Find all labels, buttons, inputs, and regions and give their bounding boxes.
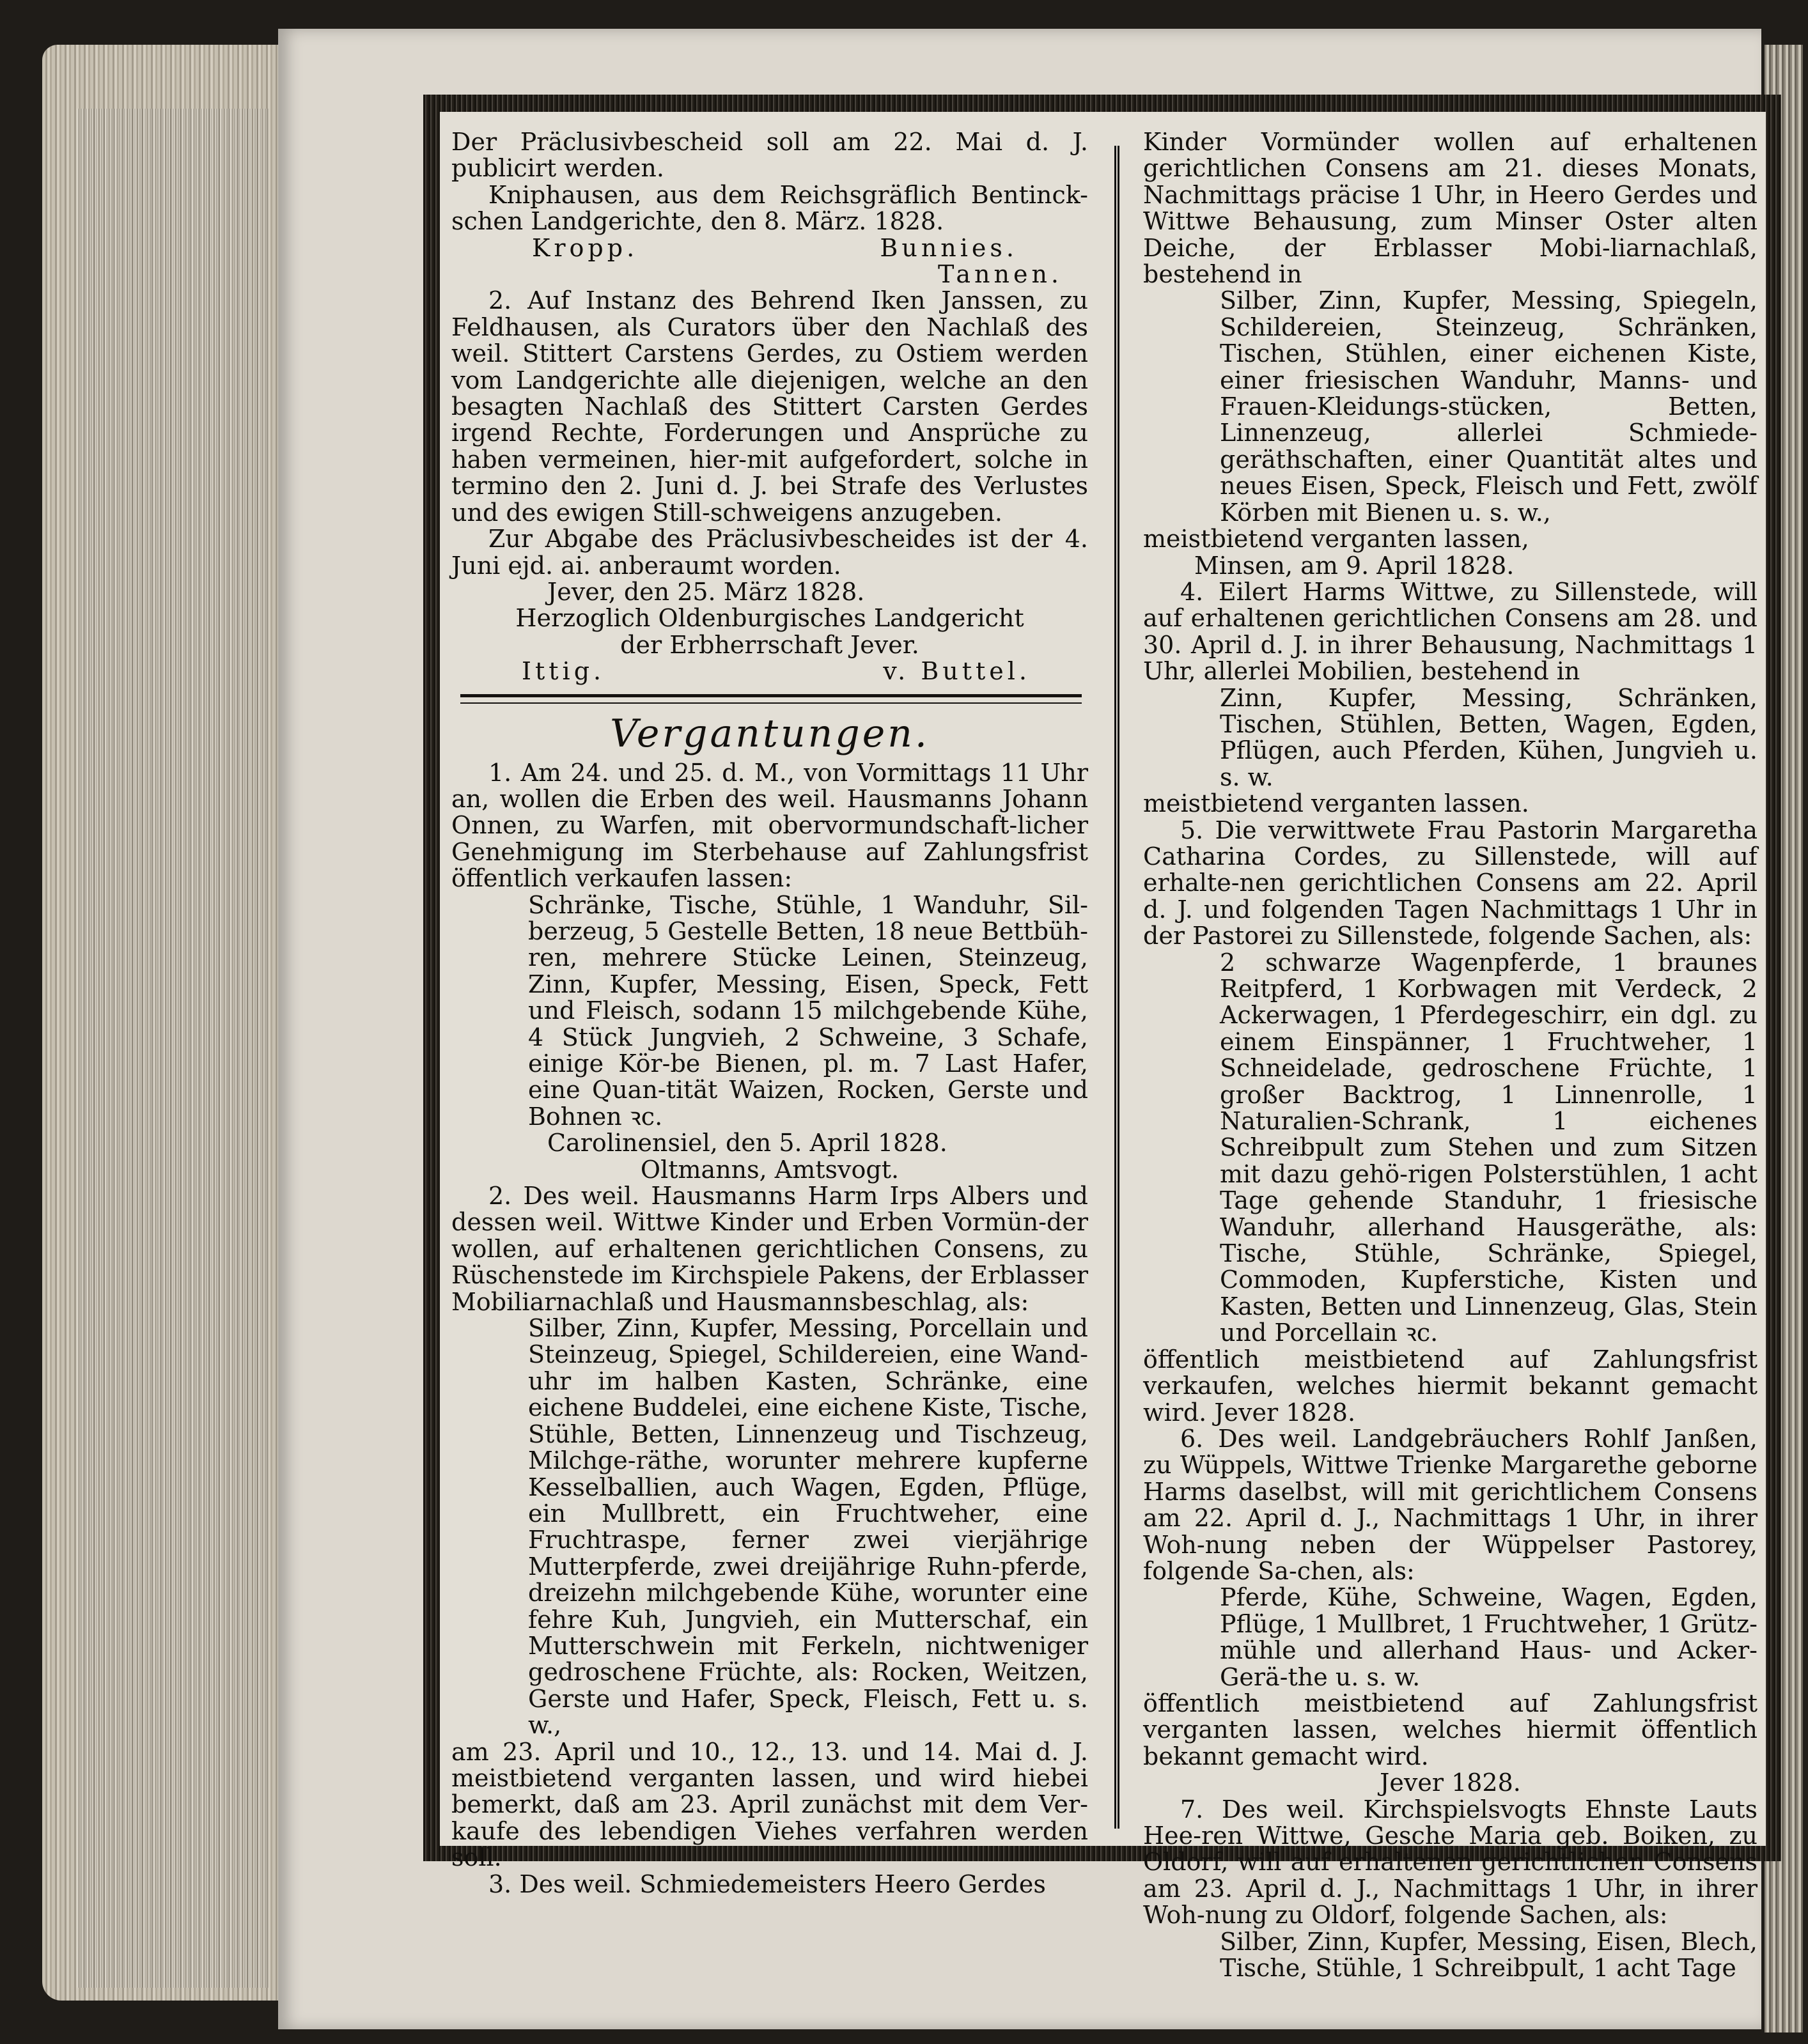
signer-kropp: Kropp. <box>532 233 639 262</box>
auction-4: 4. Eilert Harms Wittwe, zu Sillenstede, will auf erhaltenen gerichtlichen Consens am 28. und 30. April d. J. in ihrer Behausung, Nachmittags 1 Uhr, allerlei Mobilien, bestehend in <box>1143 577 1757 686</box>
auction-3-dateline: Minsen, am 9. April 1828. <box>1194 551 1515 580</box>
page-edge-texture <box>77 109 269 1988</box>
auction-7: 7. Des weil. Kirchspielsvogts Ehnste Lauts Hee-ren Wittwe, Gesche Maria geb. Boiken, zu Oldorf, will auf erhaltenen gerichtlichen Consens am 23. April d. J., Nachmittags 1 Uhr, in ihrer Woh-nung zu Oldorf, folgende Sachen, als: <box>1143 1795 1757 1930</box>
signer-buttel: v. Buttel. <box>883 657 1031 686</box>
signer-ittig: Ittig. <box>522 657 605 686</box>
left-column <box>451 129 1088 1898</box>
auction-5-items: 2 schwarze Wagenpferde, 1 braunes Reitpferd, 1 Korbwagen mit Verdeck, 2 Ackerwagen, 1 Pferdegeschirr, ein dgl. zu einem Einspänner, 1 Fruchtweher, 1 Schneidelade, gedroschene Früchte, 1 großer Backtrog, 1 Linnenrolle, 1 Naturalien-Schrank, 1 eichenes Schreibpult zum Stehen und zum Sitzen mit dazu gehö-rigen Polsterstühlen, 1 acht Tage gehende Standuhr, 1 friesische Wanduhr, allerhand Hausgeräthe, als: Tische, Stühle, Schränke, Spiegel, Commoden, Kupferstiche, Kisten und Kasten, Betten und Linnenzeug, Glas, Stein und Porcellain ꝛc. <box>1220 948 1757 1347</box>
auction-6: 6. Des weil. Landgebräuchers Rohlf Janßen, zu Wüppels, Wittwe Trienke Margarethe geborne Harms daselbst, will mit gerichtlichem Consens am 22. April d. J., Nachmittags 1 Uhr, in ihrer Woh-nung neben der Wüppelser Pastorey, folgende Sa-chen, als: <box>1143 1424 1757 1585</box>
auction-6-items: Pferde, Kühe, Schweine, Wagen, Egden, Pflüge, 1 Mullbret, 1 Fruchtweher, 1 Grütz-mühle und allerhand Haus- und Acker-Gerä-the u. s. w. <box>1220 1583 1757 1691</box>
auction-6-dateline: Jever 1828. <box>1380 1769 1521 1797</box>
signer-bunnies: Bunnies. <box>880 233 1018 262</box>
auction-5: 5. Die verwittwete Frau Pastorin Margaretha Catharina Cordes, zu Sillenstede, will auf erhalte-nen gerichtlichen Consens am 22. April d. J. und folgenden Tagen Nachmittags 1 Uhr in der Pastorei zu Sillenstede, folgende Sachen, als: <box>1143 816 1757 950</box>
signature-row-1 <box>451 235 1088 261</box>
signer-tannen: Tannen. <box>937 260 1063 289</box>
auction-5-closing: öffentlich meistbietend auf Zahlungsfrist verkaufen, welches hiermit bekannt gemacht wird. Jever 1828. <box>1143 1345 1757 1427</box>
section-rule <box>460 694 1082 704</box>
auction-1-items: Schränke, Tische, Stühle, 1 Wanduhr, Sil-berzeug, 5 Gestelle Betten, 18 neue Bettbüh-ren, mehrere Stücke Leinen, Steinzeug, Zinn, Kupfer, Messing, Eisen, Speck, Fett und Fleisch, sodann 15 milchgebende Kühe, 4 Stück Jungvieh, 2 Schweine, 3 Schafe, einige Kör-be Bienen, pl. m. 7 Last Hafer, eine Quan-tität Waizen, Rocken, Gerste und Bohnen ꝛc. <box>528 890 1088 1131</box>
preclusive-notice: Der Präclusivbescheid soll am 22. Mai d. J. publicirt werden. <box>451 128 1088 183</box>
auction-2: 2. Des weil. Hausmanns Harm Irps Albers und dessen weil. Wittwe Kinder und Erben Vormün-der wollen, auf erhaltenen gerichtlichen Consens, zu Rüschenstede im Kirchspiele Pakens, der Erblasser Mobiliarnachlaß und Hausmannsbeschlag, als: <box>451 1182 1088 1316</box>
right-column <box>1143 129 1757 1981</box>
signature-row-2 <box>451 658 1088 685</box>
auction-3-start: 3. Des weil. Schmiedemeisters Heero Gerdes <box>488 1870 1046 1898</box>
auction-1-dateline: Carolinensiel, den 5. April 1828. <box>547 1129 947 1157</box>
auction-1-signer: Oltmanns, Amtsvogt. <box>640 1155 900 1184</box>
auction-3-items: Silber, Zinn, Kupfer, Messing, Spiegeln, Schildereien, Steinzeug, Schränken, Tischen, Stühlen, einer eichenen Kiste, einer friesischen Wanduhr, Manns- und Frauen-Kleidungs-stücken, Betten, Linnenzeug, allerlei Schmiede-geräthschaften, einer Quantität altes und neues Eisen, Speck, Fleisch und Fett, zwölf Körben mit Bienen u. s. w., <box>1220 286 1757 527</box>
auction-3-continued: Kinder Vormünder wollen auf erhaltenen gerichtlichen Consens am 21. dieses Monats, Nachmittags präcise 1 Uhr, in Heero Gerdes und Wittwe Behausung, zum Minser Oster alten Deiche, der Erblasser Mobi-liarnachlaß, bestehend in <box>1143 128 1757 289</box>
auction-4-items: Zinn, Kupfer, Messing, Schränken, Tischen, Stühlen, Betten, Wagen, Egden, Pflügen, auch Pferden, Kühen, Jungvieh u. s. w. <box>1220 683 1757 791</box>
section-heading: Vergantungen. <box>610 711 930 756</box>
auction-2-items: Silber, Zinn, Kupfer, Messing, Porcellain und Steinzeug, Spiegel, Schildereien, eine Wand-uhr im halben Kasten, Schränke, eine eichene Buddelei, eine eichene Kiste, Tische, Stühle, Betten, Linnenzeug und Tischzeug, Milchge-räthe, worunter mehrere kupferne Kesselballien, auch Wagen, Egden, Pflüge, ein Mullbrett, ein Fruchtweher, eine Fruchtraspe, ferner zwei vierjährige Mutterpferde, zwei dreijährige Ruhn-pferde, dreizehn milchgebende Kühe, worunter eine fehre Kuh, Jungvieh, ein Mutterschaf, ein Mutterschwein mit Ferkeln, nichtweniger gedroschene Früchte, als: Rocken, Weitzen, Gerste und Hafer, Speck, Fleisch, Fett u. s. w., <box>528 1314 1088 1740</box>
notice-item-2: 2. Auf Instanz des Behrend Iken Janssen, zu Feldhausen, als Curators über den Nachlaß des weil. Stittert Carstens Gerdes, zu Ostiem werden vom Landgerichte alle diejenigen, welche an den besagten Nachlaß des Stittert Carsten Gerdes irgend Rechte, Forderungen und Ansprüche zu haben vermeinen, hier-mit aufgefordert, solche in termino den 2. Juni d. J. bei Strafe des Verlustes und des ewigen Still-schweigens anzugeben. <box>451 286 1088 527</box>
auction-6-closing: öffentlich meistbietend auf Zahlungsfrist verganten lassen, welches hiermit öffentlich bekannt gemacht wird. <box>1143 1689 1757 1770</box>
auction-3-closing: meistbietend verganten lassen, <box>1143 525 1529 554</box>
auction-4-closing: meistbietend verganten lassen. <box>1143 789 1529 818</box>
auction-7-items: Silber, Zinn, Kupfer, Messing, Eisen, Blech, Tische, Stühle, 1 Schreibpult, 1 acht Tage <box>1220 1927 1757 1983</box>
column-divider <box>1114 146 1119 1829</box>
auction-1: 1. Am 24. und 25. d. M., von Vormittags 11 Uhr an, wollen die Erben des weil. Hausmanns Johann Onnen, zu Warfen, mit obervormundschaft-licher Genehmigung im Sterbehause auf Zahlungsfrist öffentlich verkaufen lassen: <box>451 758 1088 893</box>
notice-item-2-deadline: Zur Abgabe des Präclusivbescheides ist der 4. Juni ejd. ai. anberaumt worden. <box>451 525 1088 580</box>
kniphausen-dateline: Kniphausen, aus dem Reichsgräflich Bentinck-schen Landgerichte, den 8. März. 1828. <box>451 180 1088 236</box>
court-name-line-2: der Erbherrschaft Jever. <box>620 630 919 659</box>
jever-dateline: Jever, den 25. März 1828. <box>547 577 865 606</box>
auction-2-dates: am 23. April und 10., 12., 13. und 14. Mai d. J. meistbietend verganten lassen, und wird hiebei bemerkt, daß am 23. April zunächst mit dem Ver-kaufe des lebendigen Viehes verfahren werden soll. <box>451 1737 1088 1872</box>
court-name-line-1: Herzoglich Oldenburgisches Landgericht <box>515 604 1024 633</box>
